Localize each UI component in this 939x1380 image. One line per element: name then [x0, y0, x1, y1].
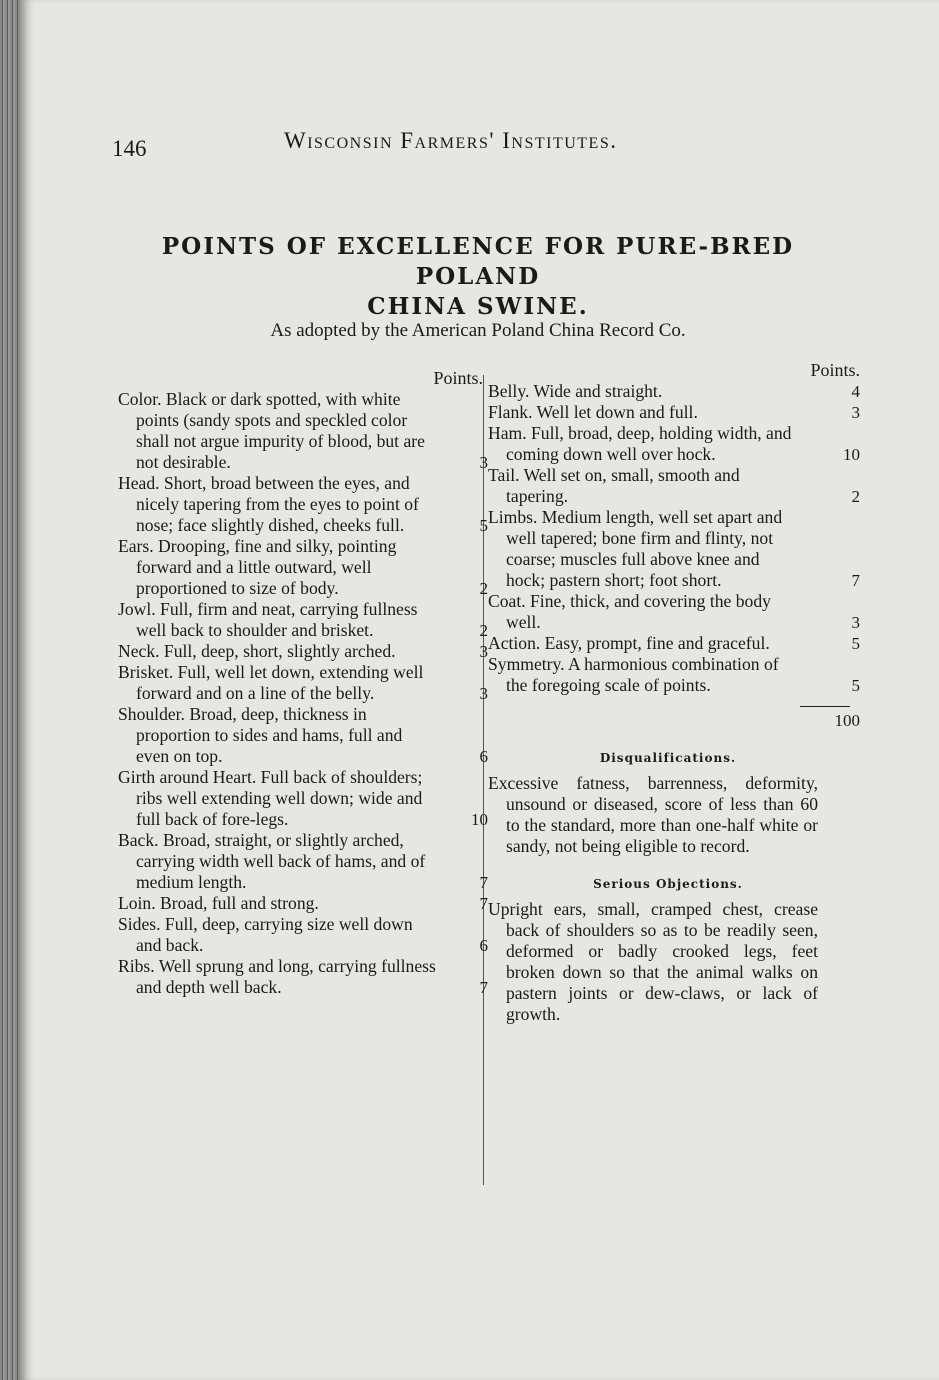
score-entry [118, 641, 488, 662]
entry-text: Sides. Full, deep, carrying size well down and back. [118, 914, 413, 955]
entry-points: 4 [851, 382, 860, 401]
subtitle: As adopted by the American Poland China Record Co. [270, 320, 686, 341]
entry-text: Girth around Heart. Full back of shoulders; ribs well extending well down; wide and full back of fore-legs. [118, 767, 423, 829]
entry-text: Shoulder. Broad, deep, thickness in proportion to sides and hams, full and even on top. [118, 704, 403, 766]
score-entry [118, 830, 488, 893]
score-entry [118, 389, 488, 473]
score-entry [118, 662, 488, 704]
entry-text: Ham. Full, broad, deep, holding width, and coming down well over hock. [488, 423, 792, 464]
entry-points: 3 [479, 684, 488, 703]
score-entry [118, 956, 488, 998]
entry-text: Neck. Full, deep, short, slightly arched. [118, 641, 396, 661]
score-entry [118, 704, 488, 767]
score-entry [118, 536, 488, 599]
entry-points: 10 [471, 810, 488, 829]
title-line-2: CHINA SWINE. [367, 293, 589, 320]
entry-text: Brisket. Full, well let down, extending well forward and on a line of the belly. [118, 662, 424, 703]
entry-points: 7 [851, 571, 860, 590]
entry-text: Loin. Broad, full and strong. [118, 893, 319, 913]
book-binding-edge [0, 0, 18, 1380]
entry-text: Coat. Fine, thick, and covering the body well. [488, 591, 771, 632]
score-entry [488, 507, 860, 591]
entry-points: 3 [479, 642, 488, 661]
score-entry [118, 893, 488, 914]
disqualifications-text: Excessive fatness, barrenness, deformity, unsound or diseased, score of less than 60 to the standard, more than one-half white or sandy, not being eligible to record. [488, 773, 818, 856]
page-header [18, 128, 939, 168]
disqualifications-heading: Disqualifications. [599, 751, 737, 765]
serious-objections-text: Upright ears, small, cramped chest, crease back of shoulders so as to be readily seen, deformed or badly crooked legs, feet broken down so that the animal walks on pastern joints or dew-claws, or lack of growth. [488, 899, 818, 1024]
article-title [118, 232, 838, 322]
entry-points: 6 [479, 936, 488, 955]
left-entry-list [118, 389, 488, 998]
title-line-1: POINTS OF EXCELLENCE FOR PURE-BRED POLAND [161, 233, 795, 290]
score-entry [118, 914, 488, 956]
score-entry [488, 654, 860, 696]
score-entry [488, 402, 860, 423]
page-number: 146 [112, 136, 147, 161]
entry-text: Limbs. Medium length, well set apart and well tapered; bone firm and flinty, not coarse; muscles full above knee and hock; pastern short; foot short. [488, 507, 783, 590]
entry-points: 5 [479, 516, 488, 535]
score-entry [488, 633, 860, 654]
entry-points: 2 [851, 487, 860, 506]
score-entry [118, 767, 488, 830]
entry-text: Back. Broad, straight, or slightly arched, carrying width well back of hams, and of medium length. [118, 830, 426, 892]
entry-text: Symmetry. A harmonious combination of the foregoing scale of points. [488, 654, 779, 695]
entry-points: 6 [479, 747, 488, 766]
score-entry [488, 423, 860, 465]
entry-text: Belly. Wide and straight. [488, 381, 663, 401]
entry-text: Ears. Drooping, fine and silky, pointing forward and a little outward, well proportioned to size of body. [118, 536, 397, 598]
entry-text: Jowl. Full, firm and neat, carrying fullness well back to shoulder and brisket. [118, 599, 418, 640]
score-entry [488, 465, 860, 507]
column-divider [483, 375, 484, 1185]
entry-text: Action. Easy, prompt, fine and graceful. [488, 633, 770, 653]
book-page [18, 0, 939, 1380]
entry-points: 3 [851, 403, 860, 422]
score-entry [488, 381, 860, 402]
entry-text: Ribs. Well sprung and long, carrying fullness and depth well back. [118, 956, 436, 997]
score-entry [118, 473, 488, 536]
serious-objections-heading: Serious Objections. [593, 877, 743, 891]
right-column [488, 360, 860, 1025]
entry-points: 3 [479, 453, 488, 472]
entry-points: 7 [479, 978, 488, 997]
entry-text: Tail. Well set on, small, smooth and tapering. [488, 465, 740, 506]
total-rule [800, 706, 850, 707]
running-title: Wisconsin Farmers' Institutes. [284, 128, 618, 153]
entry-text: Color. Black or dark spotted, with white points (sandy spots and speckled color shall not argue impurity of blood, but are not desirable. [118, 389, 425, 472]
score-entry [488, 591, 860, 633]
entry-points: 2 [479, 579, 488, 598]
entry-points: 7 [479, 873, 488, 892]
entry-points: 2 [479, 621, 488, 640]
entry-points: 5 [851, 634, 860, 653]
left-column [118, 368, 488, 998]
total-points: 100 [834, 711, 860, 730]
entry-text: Flank. Well let down and full. [488, 402, 698, 422]
right-entry-list [488, 381, 860, 696]
entry-points: 5 [851, 676, 860, 695]
points-header-right: Points. [810, 360, 860, 380]
score-entry [118, 599, 488, 641]
entry-points: 10 [843, 445, 860, 464]
entry-points: 3 [851, 613, 860, 632]
points-header-left: Points. [433, 368, 483, 388]
entry-text: Head. Short, broad between the eyes, and nicely tapering from the eyes to point of nose; face slightly dished, cheeks full. [118, 473, 419, 535]
entry-points: 7 [479, 894, 488, 913]
